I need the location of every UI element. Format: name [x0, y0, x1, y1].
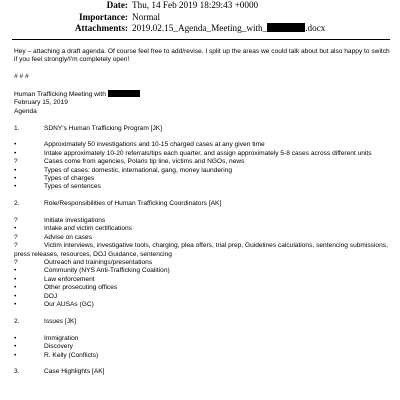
list-item-text: Our AUSAs (GC)	[44, 301, 94, 309]
section-heading	[14, 125, 392, 133]
header-divider	[12, 39, 390, 40]
date-row	[0, 0, 400, 12]
list-item	[14, 158, 392, 166]
section-title: Issues [JK]	[44, 317, 77, 325]
list-item	[14, 150, 392, 158]
bullet-icon: •	[14, 166, 17, 174]
list-item	[14, 141, 392, 149]
list-item-text: Types of cases: domestic, international, gang, money laundering	[44, 166, 233, 174]
section-number: 3.	[14, 368, 20, 376]
attachments-label: Attachments:	[74, 23, 128, 33]
bullet-icon: •	[14, 183, 17, 191]
date-label: Date:	[106, 0, 128, 10]
list-item-text: Outreach and trainings/presentations	[44, 259, 153, 267]
bullet-icon: ?	[14, 242, 18, 250]
attachment-name-prefix: 2019.02.15_Agenda_Meeting_with_	[132, 23, 268, 33]
section-number: 1.	[14, 124, 20, 132]
list-item-text: Initiate investigations	[44, 217, 106, 225]
section-heading	[14, 368, 392, 376]
bullet-icon: •	[14, 301, 17, 309]
section-title: SDNY's Human Trafficking Program [JK]	[44, 124, 163, 132]
list-item	[14, 343, 392, 351]
intro-paragraph: Hey – attaching a draft agenda. Of course feel free to add/revise. I split up the areas we could talk about but also happy to switch if you feel strongly/I'm completely open!	[14, 48, 390, 64]
agenda-title-text: Human Trafficking Meeting with	[14, 91, 106, 98]
redaction-block	[108, 90, 140, 97]
agenda-title	[14, 90, 392, 99]
list-item-text: R. Kelly (Conflicts)	[44, 351, 99, 359]
bullet-icon: •	[14, 292, 17, 300]
bullet-icon: ?	[14, 233, 18, 241]
attachment-name-suffix: .docx	[305, 23, 326, 33]
section-title: Case Highlights [AK]	[44, 368, 105, 376]
list-item	[14, 301, 392, 309]
bullet-icon: ?	[14, 158, 18, 166]
list-item-text: DOJ	[44, 292, 58, 300]
bullet-icon: ?	[14, 259, 18, 267]
bullet-icon: ?	[14, 217, 18, 225]
list-item	[14, 225, 392, 233]
list-item-text: Law enforcement	[44, 275, 95, 283]
bullet-icon: •	[14, 149, 17, 157]
email-header	[0, 0, 400, 35]
bullet-icon: •	[14, 334, 17, 342]
list-item-text: Types of sentences	[44, 183, 101, 191]
list-item-text: Approximately 50 investigations and 10-15 charged cases at any given time	[44, 141, 265, 149]
list-item	[14, 217, 392, 225]
list-item	[14, 183, 392, 191]
attachments-row	[0, 23, 400, 35]
redaction-block	[267, 23, 305, 32]
list-item-text: Intake approximately 10-20 referrals/tips each quarter, and assign approximately 5-8 cases across different units	[44, 149, 372, 157]
list-item	[14, 167, 392, 175]
agenda-sections	[14, 125, 392, 385]
bullet-icon: •	[14, 284, 17, 292]
section-title: Role/Responsibilities of Human Trafficking Coordinators [AK]	[44, 200, 222, 208]
date-value: Thu, 14 Feb 2019 18:29:43 +0000	[132, 0, 259, 10]
list-item-text: Intake and victim certifications	[44, 225, 132, 233]
section-number: 2.	[14, 317, 20, 325]
section-number: 2.	[14, 200, 20, 208]
importance-row	[0, 12, 400, 24]
importance-value: Normal	[132, 11, 161, 22]
email-body	[14, 48, 392, 385]
list-item-text: Other prosecuting offices	[44, 284, 118, 292]
list-item-text: Types of charges	[44, 175, 95, 183]
bullet-icon: •	[14, 275, 17, 283]
list-item	[14, 175, 392, 183]
list-item	[14, 352, 392, 360]
list-item	[14, 259, 392, 267]
bullet-icon: •	[14, 267, 17, 275]
list-item-text: Cases come from agencies, Polaris tip line, victims and NGOs, news	[44, 158, 245, 166]
list-item	[14, 335, 392, 343]
bullet-icon: •	[14, 351, 17, 359]
bullet-icon: •	[14, 141, 17, 149]
importance-label: Importance:	[79, 11, 128, 22]
bullet-icon: •	[14, 225, 17, 233]
list-item-text: Community (NYS Anti-Trafficking Coalition)	[44, 267, 170, 275]
list-item	[14, 276, 392, 284]
list-item	[14, 242, 392, 259]
bullet-icon: •	[14, 343, 17, 351]
agenda-date: February 15, 2019	[14, 99, 68, 107]
separator: # # #	[14, 73, 29, 81]
agenda-word: Agenda	[14, 107, 37, 115]
list-item-text: Victim interviews, investigative tools, charging, plea offers, trial prep, Guidelines calculations, sentencing submissions, press releases, resources, DOJ Guidance, sentencing	[14, 242, 388, 258]
list-item	[14, 267, 392, 275]
list-item	[14, 234, 392, 242]
list-item	[14, 293, 392, 301]
section-heading	[14, 318, 392, 326]
list-item-text: Discovery	[44, 343, 73, 351]
list-item-text: Advise on cases	[44, 233, 93, 241]
list-item-text: Immigration	[44, 334, 79, 342]
bullet-icon: •	[14, 175, 17, 183]
attachments-value[interactable]	[132, 23, 400, 35]
section-heading	[14, 200, 392, 208]
list-item	[14, 284, 392, 292]
